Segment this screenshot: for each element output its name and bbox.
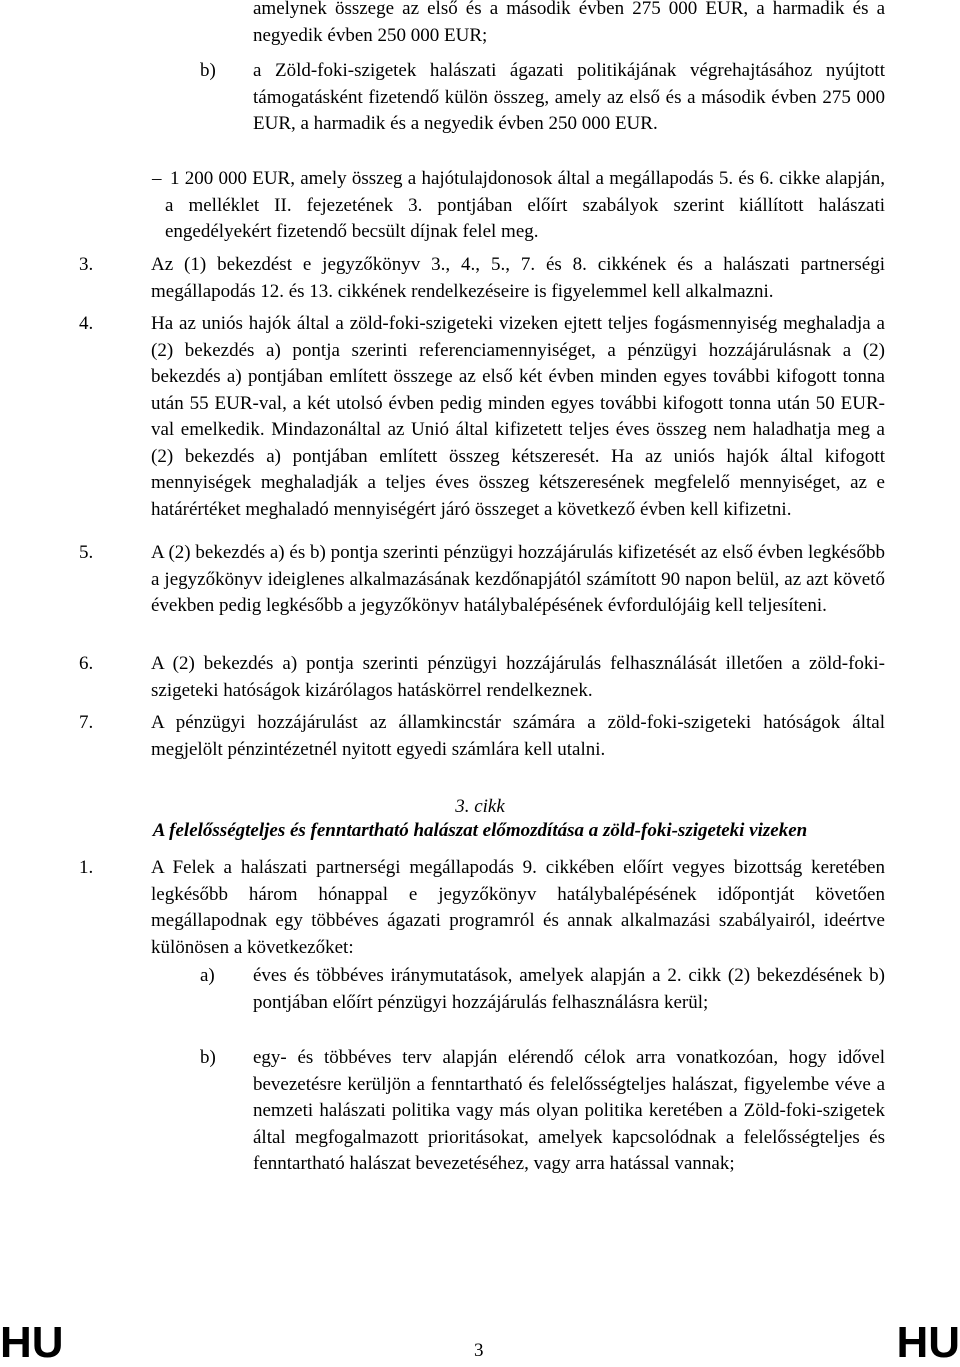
list-item-label: b)	[200, 1047, 216, 1068]
paragraph-text: A Felek a halászati partnerségi megállapodás 9. cikkében előírt vegyes bizottság keretében legkésőbb három hónappal e jegyzőkönyv hatálybalépésének időpontját követően megállapodnak egy többéves ágazati programról és annak alkalmazási szabályairól, ideértve különösen a következőket:	[151, 857, 885, 958]
article-number: 3. cikk	[455, 796, 505, 817]
list-item-label: a)	[200, 965, 215, 986]
footer-language-right: HU	[896, 1318, 960, 1367]
item-b-label: b)	[200, 60, 216, 81]
dash-marker: –	[152, 168, 162, 189]
paragraph-number: 1.	[79, 857, 94, 878]
paragraph-text: Ha az uniós hajók által a zöld-foki-szigeteki vizeken ejtett teljes fogásmennyiség meghaladja a (2) bekezdés a) pontja szerinti referenciamennyiséget, a pénzügyi hozzájárulásnak a (2) bekezdés a) pontjában említett összege az első két évben minden egyes további kifogott tonna után 55 EUR-val, a két utolsó évben pedig minden egyes további kifogott tonna után 50 EUR-val emelkedik. Mindazonáltal az Unió által kifizetett teljes éves összeg nem haladhatja meg a (2) bekezdés a) pontjában említett összeg kétszeresét. Ha az uniós hajók által kifogott mennyiségek meghaladják a teljes éves összeg kétszeresének megfelelő mennyiséget, az e határértéket meghaladó mennyiségért járó összeget a következő évben kell kifizetni.	[151, 313, 885, 520]
paragraph-text: A (2) bekezdés a) pontja szerinti pénzügyi hozzájárulás felhasználását illetően a zöld-foki-szigeteki hatóságok kizárólagos hatáskörrel rendelkeznek.	[151, 653, 885, 701]
item-b-text: a Zöld-foki-szigetek halászati ágazati politikájának végrehajtásához nyújtott támogatásként fizetendő külön összeg, amely az első és a második évben 275 000 EUR, a harmadik és a negyedik évben 250 000 EUR.	[253, 60, 885, 134]
paragraph-text: Az (1) bekezdést e jegyzőkönyv 3., 4., 5., 7. és 8. cikkének és a halászati partnerségi megállapodás 12. és 13. cikkének rendelkezéseire is figyelemmel kell alkalmazni.	[151, 254, 885, 302]
paragraph-number: 5.	[79, 542, 94, 563]
paragraph-number: 4.	[79, 313, 94, 334]
page-number: 3	[474, 1340, 484, 1361]
paragraph-number: 7.	[79, 712, 94, 733]
paragraph-number: 6.	[79, 653, 94, 674]
footer-language-left: HU	[0, 1318, 64, 1367]
paragraph-number: 3.	[79, 254, 94, 275]
paragraph-text: A (2) bekezdés a) és b) pontja szerinti pénzügyi hozzájárulás kifizetését az első évben legkésőbb a jegyzőkönyv ideiglenes alkalmazásának kezdőnapjától számított 90 napon belül, az azt követő években pedig legkésőbb a jegyzőkönyv hatálybalépésének évfordulójáig kell teljesíteni.	[151, 542, 885, 616]
list-item-text: éves és többéves iránymutatások, amelyek alapján a 2. cikk (2) bekezdésének b) pontjában előírt pénzügyi hozzájárulás felhasználásra kerül;	[253, 965, 885, 1013]
paragraph-text: A pénzügyi hozzájárulást az államkincstár számára a zöld-foki-szigeteki hatóságok által megjelölt pénzintézetnél nyitott egyedi számlára kell utalni.	[151, 712, 885, 760]
continuation-text: amelynek összege az első és a második évben 275 000 EUR, a harmadik és a negyedik évben 250 000 EUR;	[253, 0, 885, 46]
dash-text: 1 200 000 EUR, amely összeg a hajótulajdonosok által a megállapodás 5. és 6. cikke alapján, a melléklet II. fejezetének 3. pontjában előírt szabályok szerint kiállított halászati engedélyekért fizetendő becsült díjnak felel meg.	[165, 168, 885, 242]
article-title: A felelősségteljes és fenntartható halászat előmozdítása a zöld-foki-szigeteki vizeken	[152, 820, 808, 841]
list-item-text: egy- és többéves terv alapján elérendő célok arra vonatkozóan, hogy idővel bevezetésre kerüljön a fenntartható és felelősségteljes halászat, figyelembe véve a nemzeti halászati politika vagy más olyan politika keretében a Zöld-foki-szigetek által megfogalmazott prioritásokat, amelyek kapcsolódnak a felelősségteljes és fenntartható halászat bevezetéséhez, vagy arra hatással vannak;	[253, 1047, 885, 1174]
